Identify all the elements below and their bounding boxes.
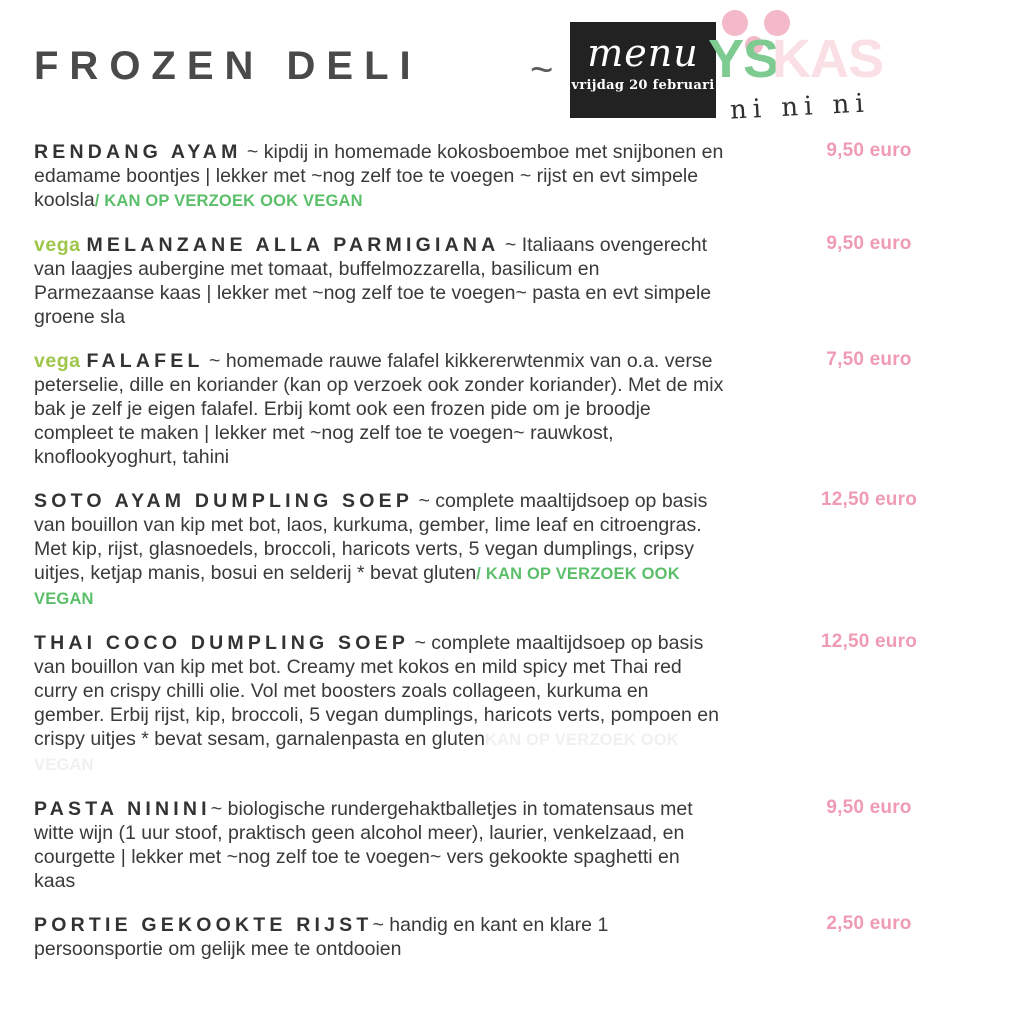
menu-item-text xyxy=(34,233,724,329)
dish-name: THAI COCO DUMPLING SOEP xyxy=(34,632,410,654)
vega-tag: vega xyxy=(34,234,81,256)
dish-description: ~ kipdij in homemade kokosboemboe met snijbonen en edamame boontjes | lekker met ~nog zelf toe te voegen ~ rijst en evt simpele koolsla xyxy=(34,141,724,211)
dish-description: ~ complete maaltijdsoep op basis van bouillon van kip met bot. Creamy met kokos en mild spicy met Thai red curry en crispy chilli olie. Vol met boosters zoals collageen, kurkuma en gember. Erbij rijst, kip, broccoli, 5 vegan dumplings, haricots verts, pompoen en crispy uitjes * bevat sesam, garnalenpasta en gluten xyxy=(34,632,719,750)
menu-badge xyxy=(570,22,716,118)
dish-price: 2,50 euro xyxy=(826,913,912,934)
menu-item xyxy=(34,797,1004,893)
tilde-separator: ~ xyxy=(530,48,554,92)
dish-name: RENDANG AYAM xyxy=(34,141,242,163)
dish-price: 9,50 euro xyxy=(826,233,912,254)
menu-badge-date: vrijdag 20 februari xyxy=(571,78,715,93)
menu-badge-word: menu xyxy=(587,31,699,75)
page-title: FROZEN DELI xyxy=(34,44,422,88)
logo-subtitle: ni ni ni xyxy=(729,88,871,126)
menu-item-text xyxy=(34,349,724,469)
brand-logo xyxy=(700,6,930,136)
dish-name: SOTO AYAM DUMPLING SOEP xyxy=(34,490,414,512)
menu-item xyxy=(34,140,1004,213)
menu-header xyxy=(0,0,1024,140)
dish-name: MELANZANE ALLA PARMIGIANA xyxy=(86,234,500,256)
dish-name: PASTA NININI xyxy=(34,798,211,820)
dish-description: ~ handig en kant en klare 1 persoonsportie om gelijk mee te ontdooien xyxy=(34,914,609,960)
dish-price: 12,50 euro xyxy=(821,631,917,652)
dish-price: 9,50 euro xyxy=(826,797,912,818)
menu-item-text xyxy=(34,140,724,213)
dish-description: ~ complete maaltijdsoep op basis van bouillon van kip met bot, laos, kurkuma, gember, lime leaf en citroengras. Met kip, rijst, glasnoedels, broccoli, haricots verts, 5 vegan dumplings, cripsy uitjes, ketjap manis, bosui en selderij * bevat gluten xyxy=(34,490,708,584)
menu-item-text xyxy=(34,913,724,961)
vega-tag: vega xyxy=(34,350,81,372)
dish-price: 9,50 euro xyxy=(826,140,912,161)
menu-item xyxy=(34,349,1004,469)
dish-price: 7,50 euro xyxy=(826,349,912,370)
menu-item-text xyxy=(34,489,724,611)
menu-item xyxy=(34,489,1004,611)
menu-item xyxy=(34,233,1004,329)
dish-description: ~ homemade rauwe falafel kikkererwtenmix van o.a. verse peterselie, dille en koriander (kan op verzoek ook zonder koriander). Met de mix bak je zelf je eigen falafel. Erbij komt ook een frozen pide om je broodje compleet te maken | lekker met ~nog zelf toe te voegen~ rauwkost, knoflookyoghurt, tahini xyxy=(34,350,724,468)
logo-text-kas: KAS xyxy=(772,29,884,89)
dish-description: ~ Italiaans ovengerecht van laagjes aubergine met tomaat, buffelmozzarella, basilicum en Parmezaanse kaas | lekker met ~nog zelf toe te voegen~ pasta en evt simpele groene sla xyxy=(34,234,712,328)
dish-name: PORTIE GEKOOKTE RIJST xyxy=(34,914,373,936)
menu-item-text xyxy=(34,797,724,893)
vegan-option-note: / KAN OP VERZOEK OOK VEGAN xyxy=(94,192,363,210)
dish-description: ~ biologische rundergehaktballetjes in tomatensaus met witte wijn (1 uur stoof, praktisch geen alcohol meer), laurier, venkelzaad, en courgette | lekker met ~nog zelf toe te voegen~ vers gekookte spaghetti en kaas xyxy=(34,798,693,892)
logo-text-ys: YS xyxy=(708,29,779,89)
menu-item-text xyxy=(34,631,724,777)
menu-item xyxy=(34,913,1004,961)
vegan-option-note: KAN OP VERZOEK OOK VEGAN xyxy=(34,731,679,774)
menu-item-list xyxy=(0,140,1024,961)
menu-item xyxy=(34,631,1004,777)
vegan-option-note: / KAN OP VERZOEK OOK VEGAN xyxy=(34,565,680,608)
dish-price: 12,50 euro xyxy=(821,489,917,510)
dish-name: FALAFEL xyxy=(86,350,204,372)
